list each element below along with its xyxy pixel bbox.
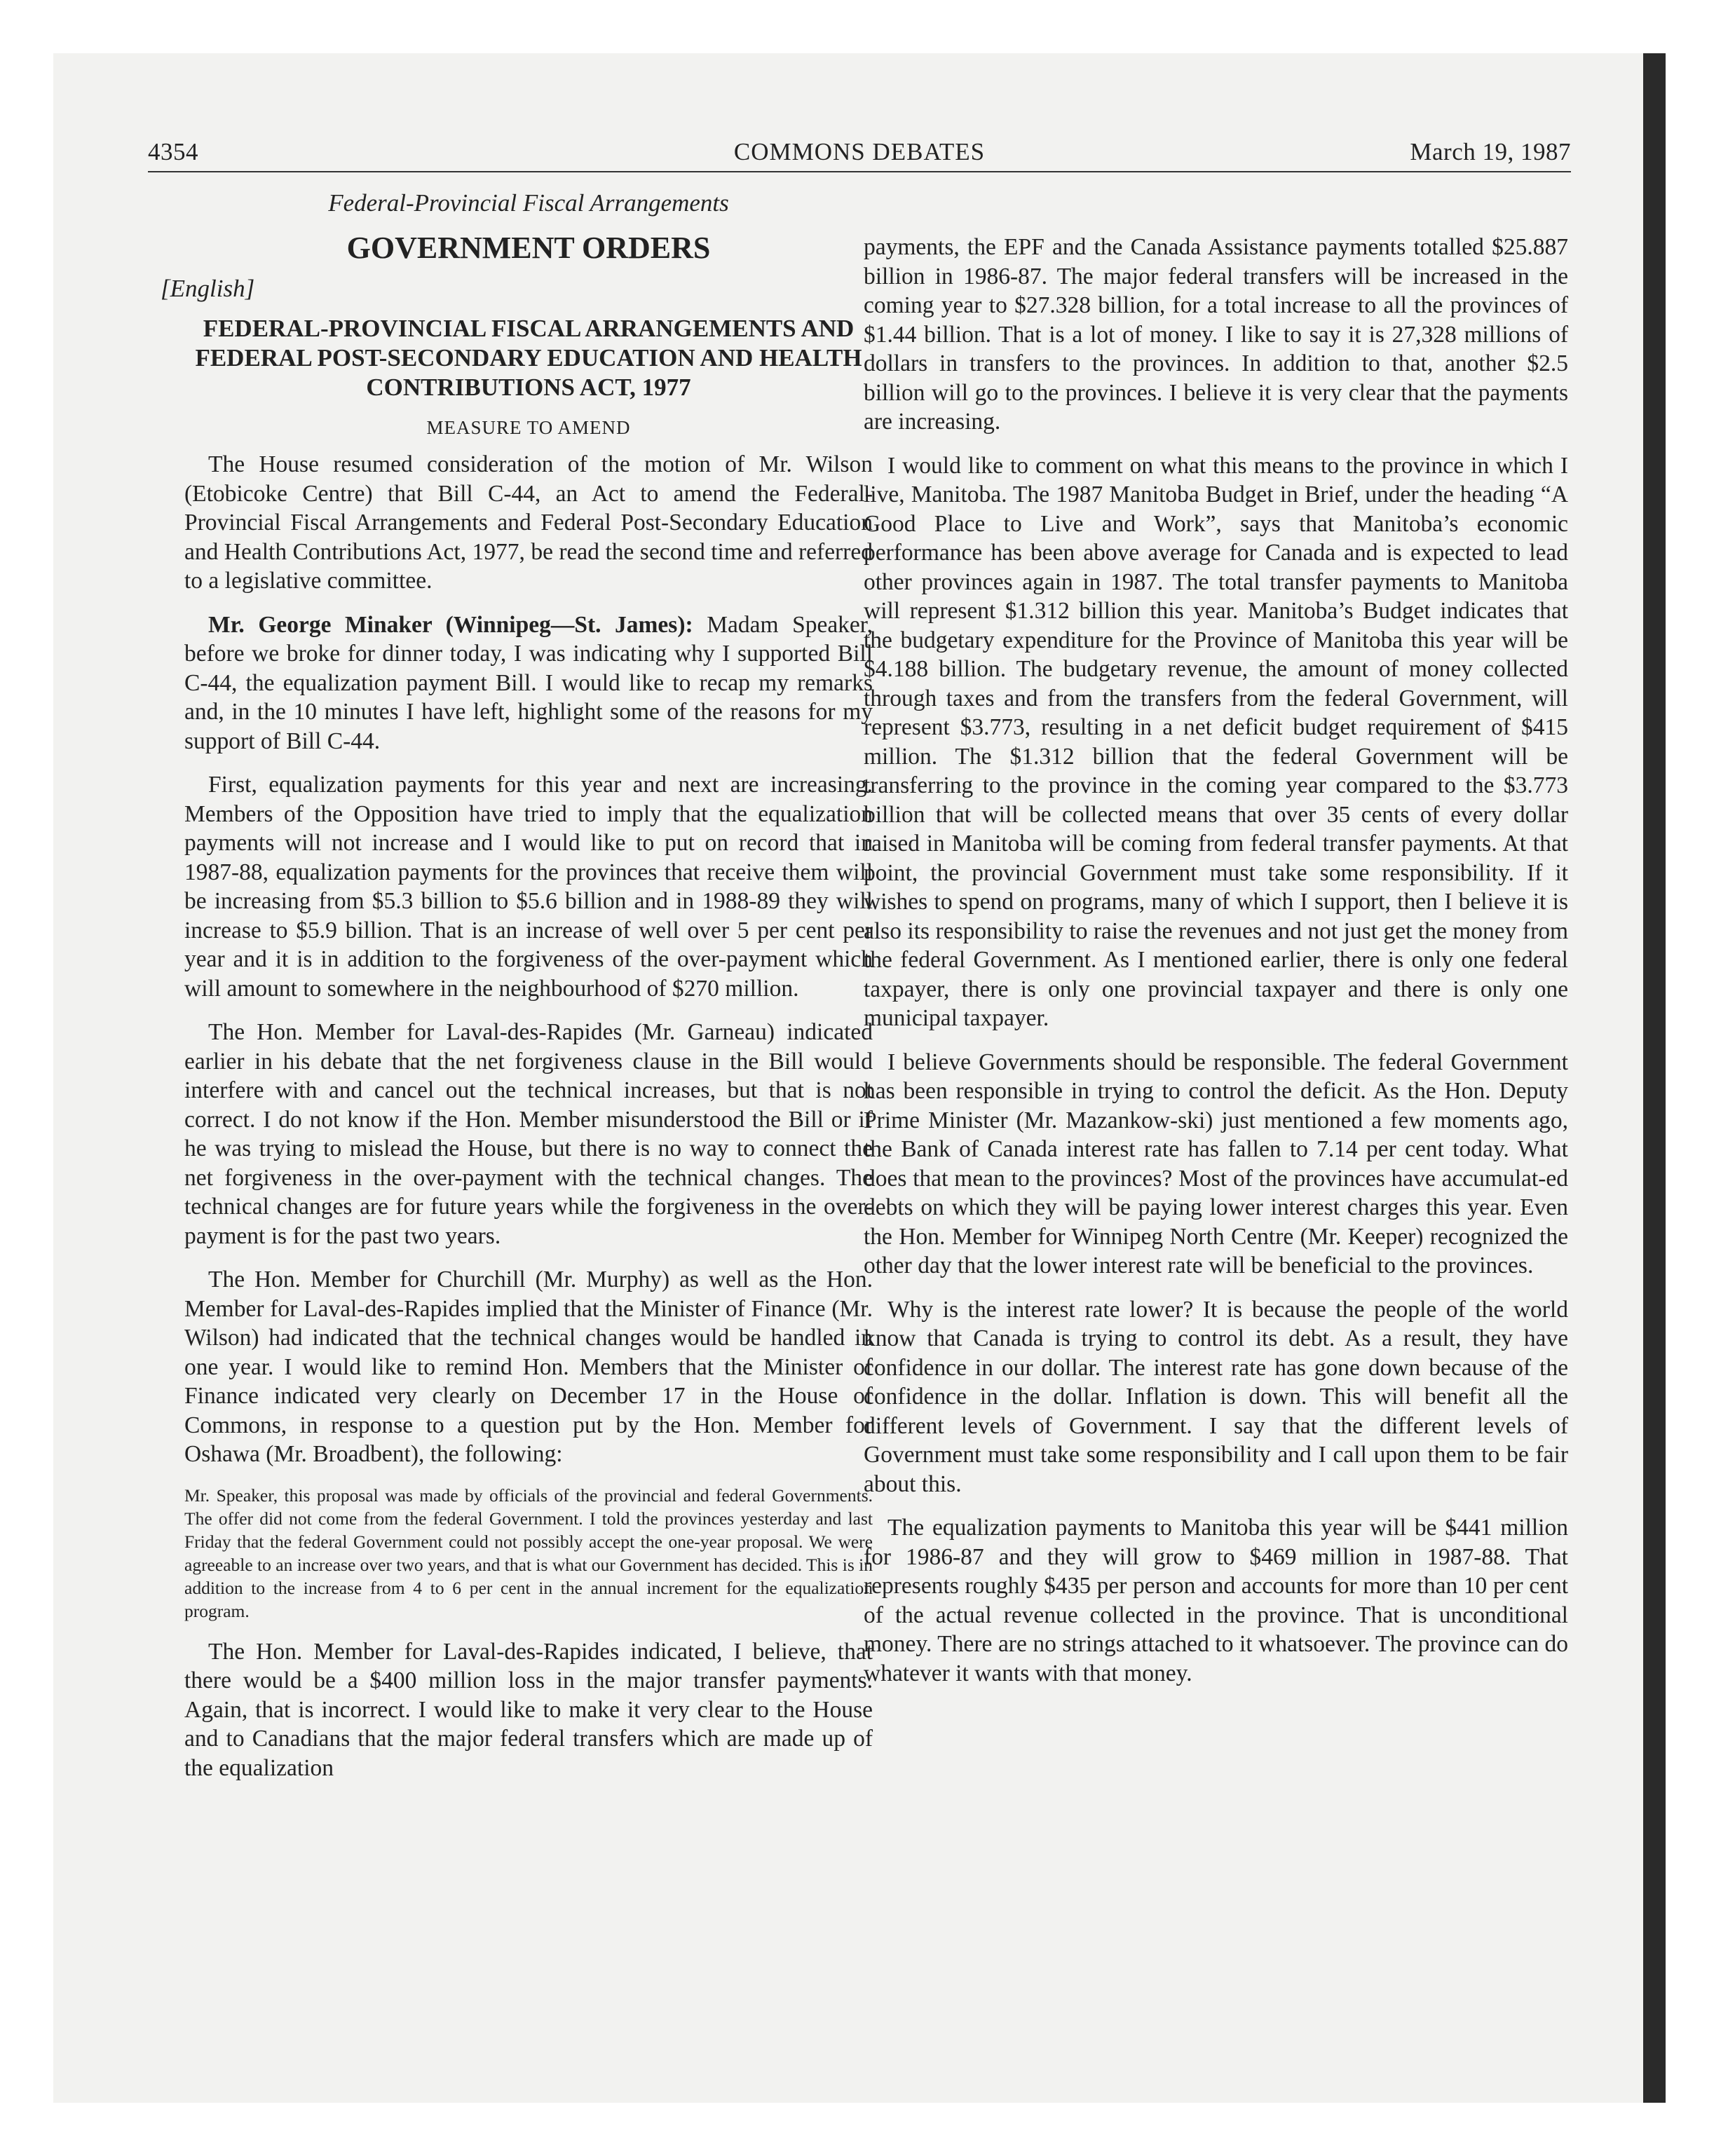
- language-marker: [English]: [161, 275, 255, 302]
- paragraph: I would like to comment on what this means to the province in which I live, Manitoba. The 1987 Manitoba Budget in Brief, under the heading “A Good Place to Live and Work”, says that Manitoba’s economic performance has been above average for Canada and is expected to lead other provinces again in 1987. The total transfer payments to Manitoba will represent $1.312 billion this year. Manitoba’s Budget indicates that the budgetary expenditure for the Province of Manitoba this year will be $4.188 billion. The budgetary revenue, the amount of money collected through taxes and from the transfers from the federal Government, will represent $3.773, resulting in a net deficit budget requirement of $415 million. The $1.312 billion that the federal Government will be transferring to the province in the coming year compared to the $3.773 billion that will be collected means that over 35 cents of every dollar raised in Manitoba will be coming from federal transfer payments. At that point, the provincial Government must take some responsibility. If it wishes to spend on programs, many of which I support, then I believe it is also its responsibility to raise the revenues and not just get the money from the federal Government. As I mentioned earlier, there is only one federal taxpayer, there is only one provincial taxpayer and there is only one municipal taxpayer.: [864, 452, 1568, 1031]
- scan-edge-bar: [1643, 53, 1666, 2103]
- paragraph-speech-open: [184, 610, 873, 756]
- running-header: [148, 137, 1571, 172]
- right-column: [864, 233, 1568, 1703]
- section-title: GOVERNMENT ORDERS: [346, 231, 711, 265]
- paragraph: The equalization payments to Manitoba this year will be $441 million for 1986-87 and they will grow to $469 million in 1987-88. That represents roughly $435 per person and accounts for more than 10 per cent of the actual revenue collected in the province. That is unconditional money. There are no strings attached to it whatsoever. The province can do whatever it wants with that money.: [864, 1515, 1568, 1686]
- subject-heading: Federal-Provincial Fiscal Arrangements: [328, 189, 729, 217]
- paragraph-motion: The House resumed consideration of the motion of Mr. Wilson (Etobicoke Centre) that Bill C-44, an Act to amend the Federal-Provincial Fiscal Arrangements and Federal Post-Secondary Education and Health Contributions Act, 1977, be read the second time and referred to a legislative committee.: [184, 451, 873, 594]
- paragraph: Why is the interest rate lower? It is because the people of the world know that Canada is trying to control its debt. As a result, they have confidence in our dollar. The interest rate has gone down because of the confidence in the dollar. Inflation is down. This will benefit all the different levels of Government. I say that the different levels of Government must take some responsibility and I call upon them to be fair about this.: [864, 1296, 1568, 1497]
- paragraph: First, equalization payments for this year and next are increasing. Members of the Opposition have tried to imply that the equalization payments will not increase and I would like to put on record that in 1987-88, equalization payments for the provinces that receive them will be increasing from $5.3 billion to $5.6 billion and in 1988-89 they will increase to $5.9 billion. That is an increase of well over 5 per cent per year and it is in addition to the forgiveness of the over-payment which will amount to somewhere in the neighbourhood of $270 million.: [184, 772, 873, 1002]
- bill-title: FEDERAL-PROVINCIAL FISCAL ARRANGEMENTS AND FEDERAL POST-SECONDARY EDUCATION AND HEALTH CONTRIBUTIONS ACT, 1977: [195, 315, 862, 401]
- paragraph: I believe Governments should be responsible. The federal Government has been responsible in trying to control the deficit. As the Hon. Deputy Prime Minister (Mr. Mazankow-ski) just mentioned a few moments ago, the Bank of Canada interest rate has fallen to 7.14 per cent today. What does that mean to the provinces? Most of the provinces have accumulat-ed debts on which they will be paying lower interest charges this year. Even the Hon. Member for Winnipeg North Centre (Mr. Keeper) recognized the other day that the lower interest rate will be beneficial to the provinces.: [864, 1049, 1568, 1278]
- block-quote: Mr. Speaker, this proposal was made by officials of the provincial and federal Governments. The offer did not come from the federal Government. I told the provinces yesterday and last Friday that the federal Government could not possibly accept the one-year proposal. We were agreeable to an increase over two years, and that is what our Government has decided. This is in addition to the increase from 4 to 6 per cent in the annual increment for the equalization program.: [184, 1485, 873, 1621]
- header-date: March 19, 1987: [1410, 138, 1571, 165]
- measure-subheading: MEASURE TO AMEND: [426, 417, 631, 438]
- speaker-name: Mr. George Minaker (Winnipeg—St. James):: [208, 611, 693, 638]
- page-number: 4354: [148, 138, 198, 165]
- left-column: [161, 188, 873, 1797]
- paragraph-continued: payments, the EPF and the Canada Assistance payments totalled $25.887 billion in 1986-87. The major federal transfers will be increased in the coming year to $27.328 billion, for a total increase to all the provinces of $1.44 billion. That is a lot of money. I like to say it is 27,328 millions of dollars in transfers to the provinces. In addition to that, another $2.5 billion will go to the provinces. I believe it is very clear that the payments are increasing.: [864, 234, 1568, 435]
- paragraph: The Hon. Member for Laval-des-Rapides (Mr. Garneau) indicated earlier in his debate that the net forgiveness clause in the Bill would interfere with and cancel out the technical increases, but that is not correct. I do not know if the Hon. Member misunderstood the Bill or if he was trying to mislead the House, but there is no way to connect the net forgiveness in the over-payment with the technical changes. The technical changes are for future years while the forgiveness in the over-payment is for the past two years.: [184, 1019, 873, 1249]
- speech-text: Madam Speaker, before we broke for dinner today, I was indicating why I supported Bill C-44, the equalization payment Bill. I would like to recap my remarks and, in the 10 minutes I have left, highlight some of the reasons for my support of Bill C-44.: [184, 611, 873, 754]
- publication-title: COMMONS DEBATES: [733, 138, 986, 165]
- paragraph: The Hon. Member for Laval-des-Rapides indicated, I believe, that there would be a $400 million loss in the major transfer payments. Again, that is incorrect. I would like to make it very clear to the House and to Canadians that the major federal transfers which are made up of the equalization: [184, 1638, 873, 1781]
- paragraph: The Hon. Member for Churchill (Mr. Murphy) as well as the Hon. Member for Laval-des-Rapides implied that the Minister of Finance (Mr. Wilson) had indicated that the technical changes would be handled in one year. I would like to remind Hon. Members that the Minister of Finance indicated very clearly on December 17 in the House of Commons, in response to a question put by the Hon. Member for Oshawa (Mr. Broadbent), the following:: [184, 1267, 873, 1467]
